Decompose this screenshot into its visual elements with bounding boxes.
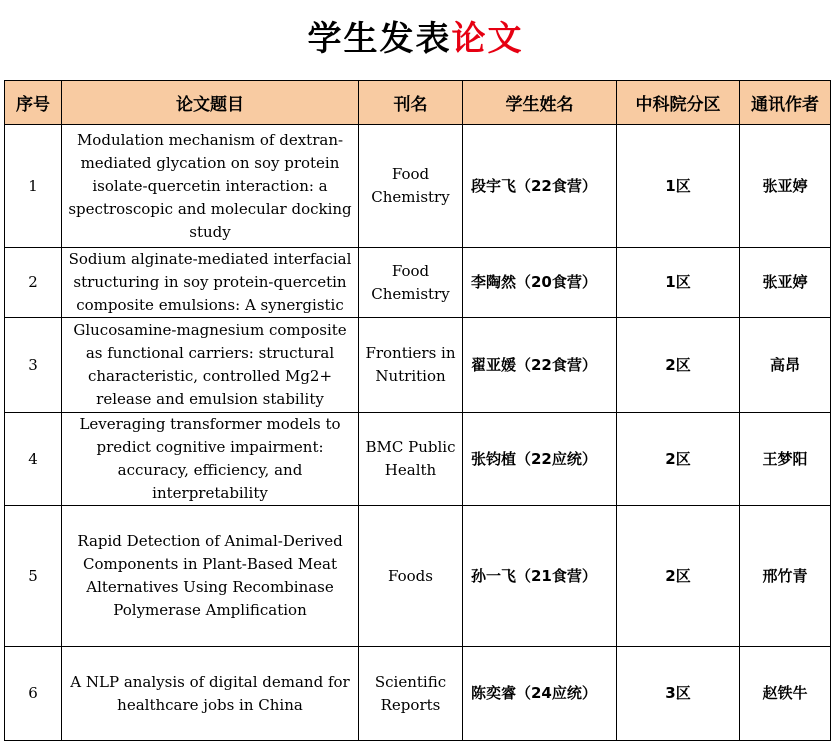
cell-journal: Frontiers in Nutrition: [359, 318, 463, 413]
cell-zone: 2区: [617, 413, 740, 506]
cell-author: 张亚婷: [740, 125, 831, 248]
cell-seq: 2: [5, 248, 62, 318]
cell-student: 李陶然（20食营）: [463, 248, 617, 318]
header-title: 论文题目: [62, 81, 359, 125]
cell-paper-title: [62, 248, 359, 318]
cell-paper-title: Modulation mechanism of dextran-mediated glycation on soy protein isolate-quercetin interaction: a spectroscopic and molecular docking study: [62, 125, 359, 248]
cell-author: 赵铁牛: [740, 647, 831, 741]
cell-zone: 3区: [617, 647, 740, 741]
cell-paper-title-text: Sodium alginate-mediated interfacial structuring in soy protein-quercetin composite emulsions: A synergistic: [68, 250, 352, 314]
header-seq: 序号: [5, 81, 62, 125]
header-journal: 刊名: [359, 81, 463, 125]
cell-author: 邢竹青: [740, 506, 831, 647]
cell-zone: 2区: [617, 318, 740, 413]
cell-paper-title: Rapid Detection of Animal-Derived Components in Plant-Based Meat Alternatives Using Recombinase Polymerase Amplification: [62, 506, 359, 647]
table-row: [5, 647, 831, 741]
cell-paper-title: Glucosamine-magnesium composite as functional carriers: structural characteristic, controlled Mg2+ release and emulsion stability: [62, 318, 359, 413]
cell-author: 王梦阳: [740, 413, 831, 506]
cell-student: 张钧植（22应统）: [463, 413, 617, 506]
cell-student: 段宇飞（22食营）: [463, 125, 617, 248]
cell-journal: Food Chemistry: [359, 248, 463, 318]
cell-seq: 4: [5, 413, 62, 506]
table-row: [5, 318, 831, 413]
cell-student: 陈奕睿（24应统）: [463, 647, 617, 741]
table-row: [5, 248, 831, 318]
cell-paper-title: Leveraging transformer models to predict cognitive impairment: accuracy, efficiency, and interpretability: [62, 413, 359, 506]
papers-table: [4, 80, 831, 741]
cell-author: 张亚婷: [740, 248, 831, 318]
cell-journal: Scientific Reports: [359, 647, 463, 741]
table-row: [5, 125, 831, 248]
cell-journal: BMC Public Health: [359, 413, 463, 506]
table-row: [5, 413, 831, 506]
cell-paper-title: A NLP analysis of digital demand for healthcare jobs in China: [62, 647, 359, 741]
table-header-row: [5, 81, 831, 125]
cell-zone: 1区: [617, 125, 740, 248]
header-author: 通讯作者: [740, 81, 831, 125]
cell-zone: 1区: [617, 248, 740, 318]
cell-seq: 1: [5, 125, 62, 248]
page-title: [0, 14, 831, 64]
cell-journal: Food Chemistry: [359, 125, 463, 248]
cell-zone: 2区: [617, 506, 740, 647]
header-student: 学生姓名: [463, 81, 617, 125]
cell-author: 高昂: [740, 318, 831, 413]
cell-student: 孙一飞（21食营）: [463, 506, 617, 647]
cell-journal: Foods: [359, 506, 463, 647]
header-zone: 中科院分区: [617, 81, 740, 125]
table-row: [5, 506, 831, 647]
page-title-highlight: 论文: [451, 19, 524, 59]
cell-seq: 6: [5, 647, 62, 741]
page-title-main: 学生发表: [307, 19, 452, 59]
cell-seq: 3: [5, 318, 62, 413]
cell-student: 翟亚媛（22食营）: [463, 318, 617, 413]
cell-seq: 5: [5, 506, 62, 647]
